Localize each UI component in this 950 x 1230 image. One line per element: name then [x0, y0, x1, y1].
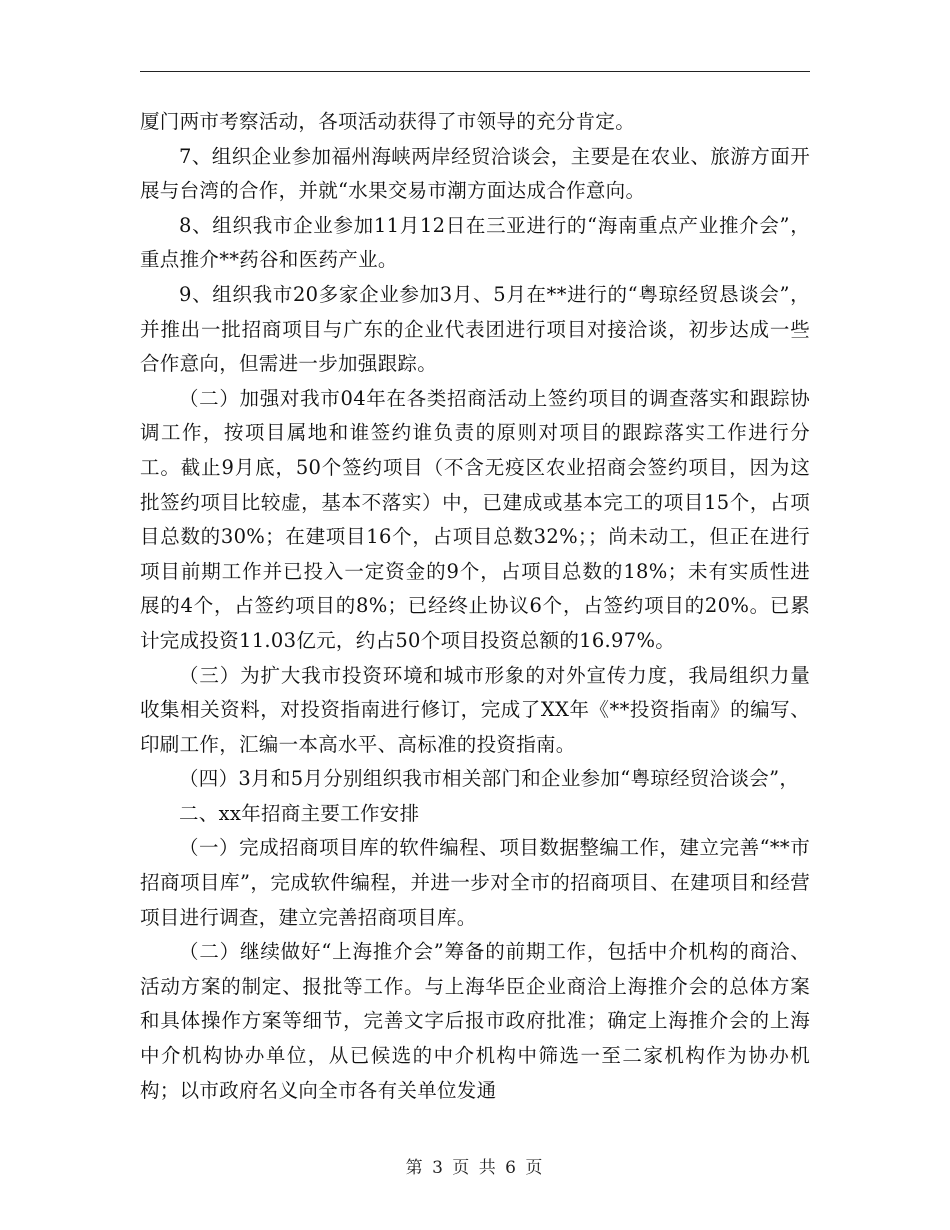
paragraph: （三）为扩大我市投资环境和城市形象的对外宣传力度，我局组织力量收集相关资料，对投资指南进行修订，完成了XX年《**投资指南》的编写、印刷工作，汇编一本高水平、高标准的投资指南。 [140, 663, 810, 756]
paragraph: （二）继续做好“上海推介会”筹备的前期工作，包括中介机构的商洽、活动方案的制定、报批等工作。与上海华臣企业商洽上海推介会的总体方案和具体操作方案等细节，完善文字后报市政府批准；确定上海推介会的上海中介机构协办单位，从已候选的中介机构中筛选一至二家机构作为协办机构；以市政府名义向全市各有关单位发通 [140, 940, 810, 1102]
paragraph: 9、组织我市20多家企业参加3月、5月在**进行的“粤琼经贸恳谈会”，并推出一批招商项目与广东的企业代表团进行项目对接洽谈，初步达成一些合作意向，但需进一步加强跟踪。 [140, 282, 810, 376]
paragraph: 8、组织我市企业参加11月12日在三亚进行的“海南重点产业推介会”，重点推介**药谷和医药产业。 [140, 213, 810, 272]
section-heading: 二、xx年招商主要工作安排 [179, 801, 420, 825]
page-number-footer: 第 3 页 共 6 页 [405, 1158, 545, 1178]
paragraph: （二）加强对我市04年在各类招商活动上签约项目的调查落实和跟踪协调工作，按项目属地和谁签约谁负责的原则对项目的跟踪落实工作进行分工。截止9月底，50个签约项目（不含无疫区农业招商会签约项目，因为这批签约项目比较虚，基本不落实）中，已建成或基本完工的项目15个，占项目总数的30%；在建项目16个，占项目总数32%；；尚未动工，但正在进行项目前期工作并已投入一定资金的9个，占项目总数的18%；未有实质性进展的4个，占签约项目的8%；已经终止协议6个，占签约项目的20%。已累计完成投资11.03亿元，约占50个项目投资总额的16.97%。 [140, 386, 810, 652]
paragraph: 7、组织企业参加福州海峡两岸经贸洽谈会，主要是在农业、旅游方面开展与台湾的合作，并就“水果交易市潮方面达成合作意向。 [140, 144, 810, 203]
document-body [140, 105, 810, 1108]
paragraph: 厦门两市考察活动，各项活动获得了市领导的充分肯定。 [140, 110, 636, 133]
paragraph: （四）3月和5月分别组织我市相关部门和企业参加“粤琼经贸洽谈会”， [179, 767, 800, 791]
paragraph: （一）完成招商项目库的软件编程、项目数据整编工作，建立完善“**市招商项目库”，完成软件编程，并进一步对全市的招商项目、在建项目和经营项目进行调查，建立完善招商项目库。 [140, 836, 810, 929]
header-rule [140, 71, 810, 72]
